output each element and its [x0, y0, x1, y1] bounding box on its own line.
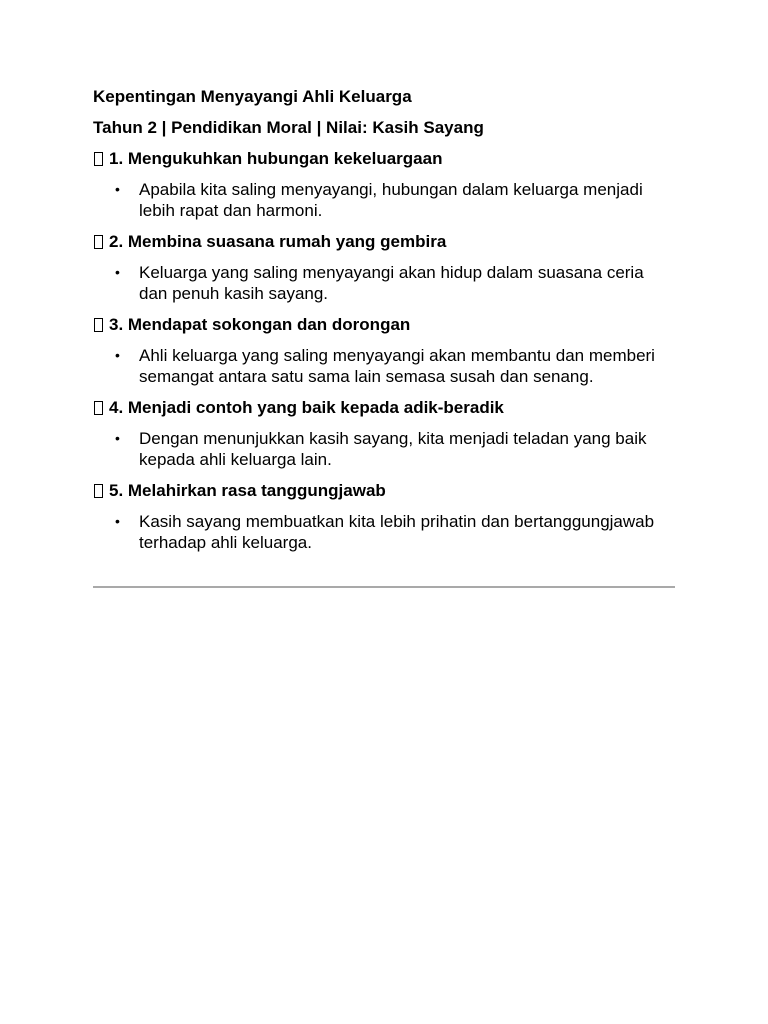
- missing-glyph-icon: [94, 401, 103, 415]
- list-item: [93, 428, 675, 470]
- list-item-text: Apabila kita saling menyayangi, hubungan dalam keluarga menjadi lebih rapat dan harmoni.: [139, 180, 643, 220]
- bullet-list: [93, 262, 675, 304]
- horizontal-rule: [93, 586, 675, 588]
- section-heading: [93, 231, 675, 252]
- section-heading: [93, 148, 675, 169]
- list-item: [93, 345, 675, 387]
- section-5: [93, 480, 675, 553]
- list-item-text: Kasih sayang membuatkan kita lebih prihatin dan bertanggungjawab terhadap ahli keluarga.: [139, 512, 655, 552]
- list-item: [93, 511, 675, 553]
- list-item: [93, 179, 675, 221]
- bullet-list: [93, 345, 675, 387]
- section-4: [93, 397, 675, 470]
- section-heading-text: 3. Mendapat sokongan dan dorongan: [109, 315, 411, 334]
- missing-glyph-icon: [94, 318, 103, 332]
- section-2: [93, 231, 675, 304]
- section-1: [93, 148, 675, 221]
- section-heading: [93, 314, 675, 335]
- bullet-icon: •: [115, 513, 120, 529]
- missing-glyph-icon: [94, 235, 103, 249]
- bullet-list: [93, 511, 675, 553]
- document-subtitle: Tahun 2 | Pendidikan Moral | Nilai: Kasih Sayang: [93, 118, 484, 137]
- missing-glyph-icon: [94, 152, 103, 166]
- bullet-icon: •: [115, 264, 120, 280]
- bullet-list: [93, 428, 675, 470]
- bullet-icon: •: [115, 181, 120, 197]
- document-title: Kepentingan Menyayangi Ahli Keluarga: [93, 87, 412, 106]
- bullet-list: [93, 179, 675, 221]
- bullet-icon: •: [115, 347, 120, 363]
- section-heading: [93, 397, 675, 418]
- section-heading-text: 4. Menjadi contoh yang baik kepada adik-beradik: [109, 398, 504, 417]
- section-3: [93, 314, 675, 387]
- section-heading: [93, 480, 675, 501]
- list-item-text: Dengan menunjukkan kasih sayang, kita menjadi teladan yang baik kepada ahli keluarga lain.: [139, 429, 647, 469]
- list-item-text: Ahli keluarga yang saling menyayangi akan membantu dan memberi semangat antara satu sama lain semasa susah dan senang.: [139, 346, 655, 386]
- document-body: [93, 86, 675, 553]
- list-item-text: Keluarga yang saling menyayangi akan hidup dalam suasana ceria dan penuh kasih sayang.: [139, 263, 644, 303]
- section-heading-text: 5. Melahirkan rasa tanggungjawab: [109, 481, 386, 500]
- missing-glyph-icon: [94, 484, 103, 498]
- bullet-icon: •: [115, 430, 120, 446]
- section-heading-text: 2. Membina suasana rumah yang gembira: [109, 232, 447, 251]
- list-item: [93, 262, 675, 304]
- section-heading-text: 1. Mengukuhkan hubungan kekeluargaan: [109, 149, 443, 168]
